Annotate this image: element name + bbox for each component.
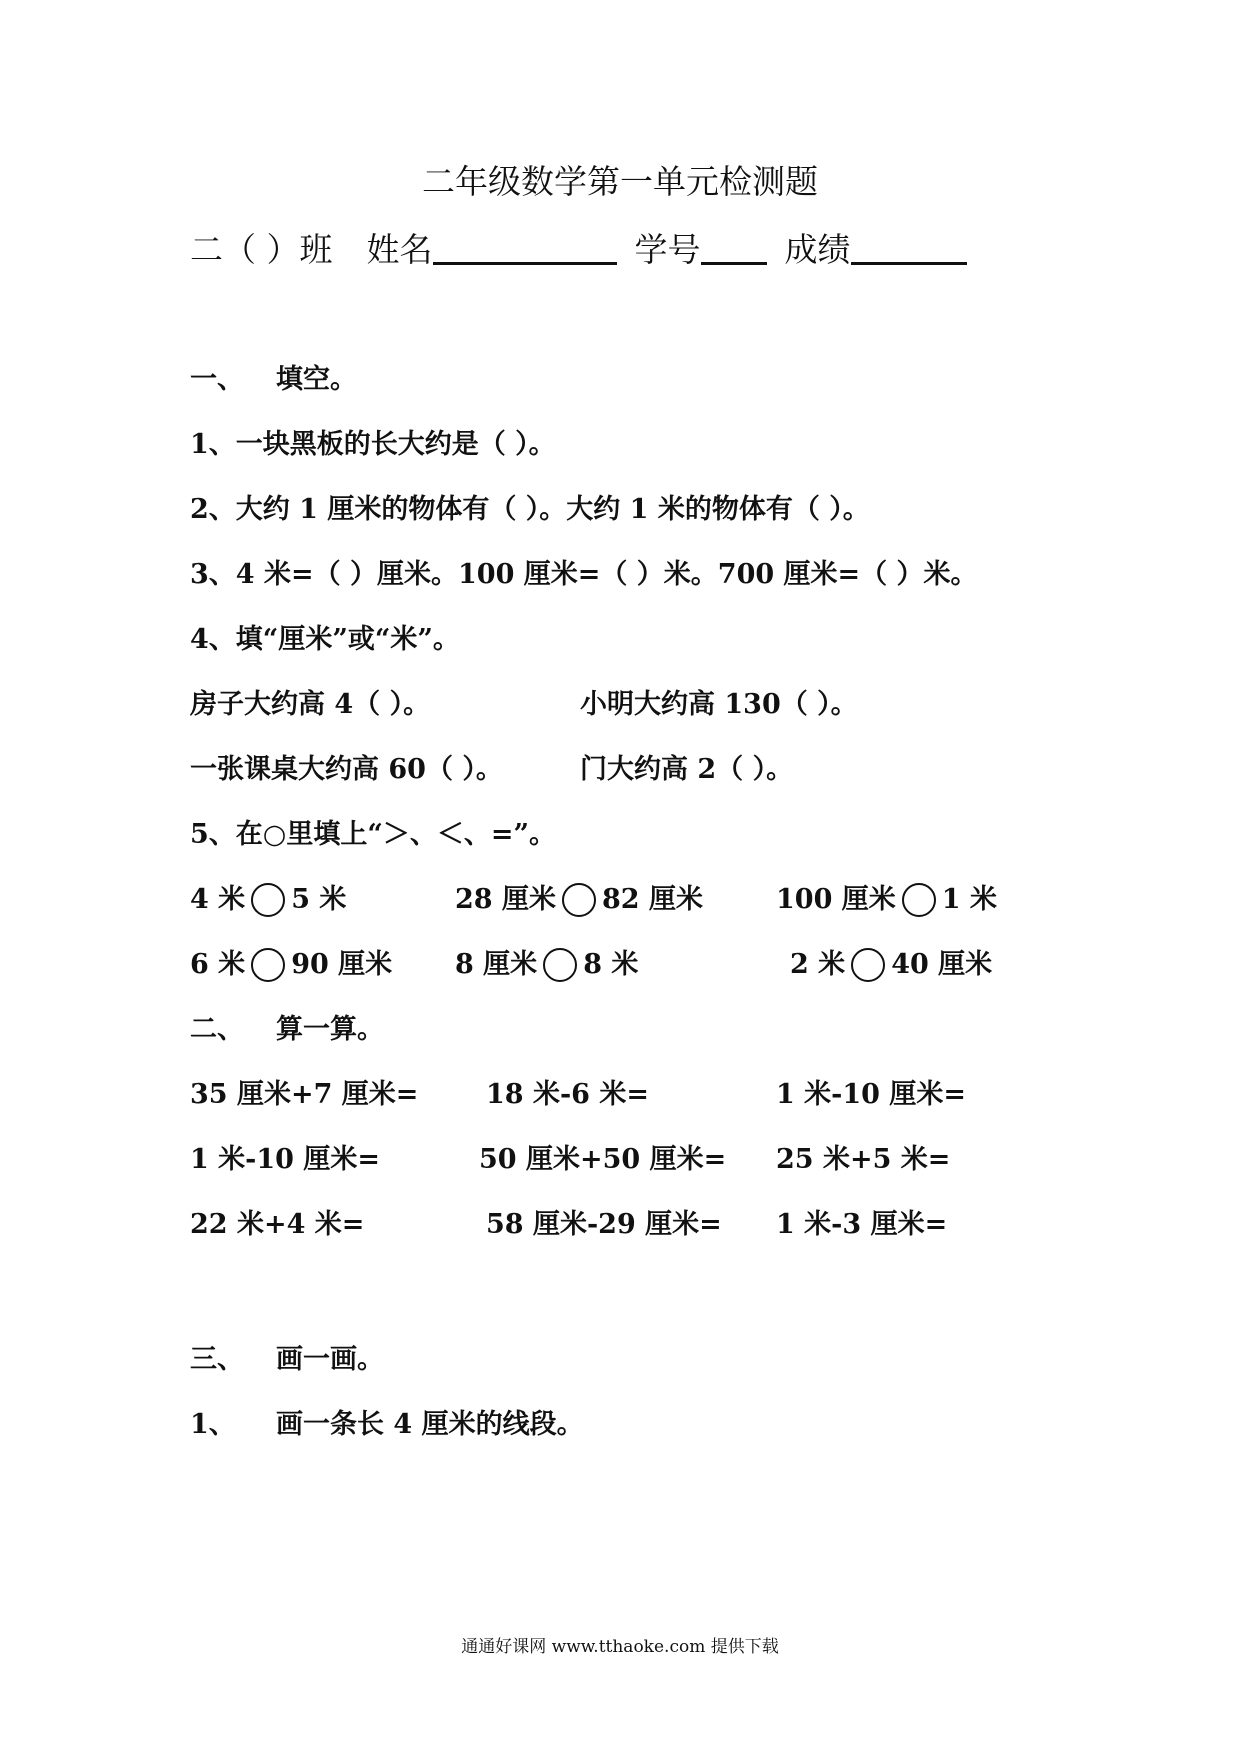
section-2-heading-num: 二、 [190, 1014, 244, 1045]
number-label: 学号 [634, 230, 701, 269]
class-label: 二（ ）班 [190, 230, 333, 269]
compare-left: 2 米 [790, 949, 846, 980]
compare-left: 28 厘米 [455, 884, 556, 915]
question-1-1: 1、一块黑板的长大约是（ ）。 [190, 429, 556, 460]
compare-right: 90 厘米 [291, 949, 393, 980]
number-blank[interactable] [701, 232, 767, 265]
compare-circle[interactable] [251, 883, 285, 917]
page-title: 二年级数学第一单元检测题 [422, 162, 818, 201]
calc-item: 18 米-6 米= [486, 1079, 649, 1110]
section-3-heading: 画一画。 [276, 1344, 384, 1375]
question-1-5: 5、在○里填上“＞、＜、=”。 [190, 819, 557, 850]
calc-item: 50 厘米+50 厘米= [479, 1144, 727, 1175]
section-3-q1-num: 1、 [190, 1409, 236, 1440]
compare-left: 100 厘米 [776, 884, 896, 915]
question-1-2: 2、大约 1 厘米的物体有（ ）。大约 1 米的物体有（ ）。 [190, 494, 870, 525]
score-blank[interactable] [851, 232, 967, 265]
name-blank[interactable] [433, 232, 617, 265]
question-1-4c: 一张课桌大约高 60（ ）。 [190, 754, 503, 785]
section-2-heading: 算一算。 [276, 1014, 384, 1045]
calc-item: 1 米-10 厘米= [776, 1079, 966, 1110]
compare-right: 82 厘米 [601, 884, 703, 915]
compare-item [190, 947, 392, 983]
student-info-line [190, 228, 967, 272]
question-1-4a: 房子大约高 4（ ）。 [190, 689, 431, 720]
compare-circle[interactable] [562, 883, 596, 917]
calc-item: 58 厘米-29 厘米= [486, 1209, 722, 1240]
score-label: 成绩 [784, 230, 851, 269]
name-label: 姓名 [366, 230, 433, 269]
compare-right: 40 厘米 [891, 949, 993, 980]
compare-left: 6 米 [190, 949, 246, 980]
compare-item [455, 882, 703, 918]
calc-item: 1 米-10 厘米= [190, 1144, 380, 1175]
compare-circle[interactable] [251, 948, 285, 982]
compare-item [455, 947, 638, 983]
calc-item: 22 米+4 米= [190, 1209, 365, 1240]
compare-left: 4 米 [190, 884, 246, 915]
calc-item: 25 米+5 米= [776, 1144, 951, 1175]
compare-circle[interactable] [543, 948, 577, 982]
compare-right: 1 米 [941, 884, 997, 915]
compare-left: 8 厘米 [455, 949, 538, 980]
section-3-q1: 画一条长 4 厘米的线段。 [276, 1409, 584, 1440]
section-3-heading-num: 三、 [190, 1344, 244, 1375]
question-1-4d: 门大约高 2（ ）。 [580, 754, 794, 785]
calc-item: 1 米-3 厘米= [776, 1209, 948, 1240]
question-1-4b: 小明大约高 130（ ）。 [580, 689, 858, 720]
compare-item [776, 882, 997, 918]
footer-credit: 通通好课网 www.tthaoke.com 提供下载 [461, 1637, 779, 1657]
compare-item [790, 947, 992, 983]
compare-item [190, 882, 346, 918]
section-1-heading: 填空。 [276, 364, 357, 395]
calc-item: 35 厘米+7 厘米= [190, 1079, 419, 1110]
question-1-4: 4、填“厘米”或“米”。 [190, 624, 460, 655]
compare-circle[interactable] [902, 883, 936, 917]
compare-right: 5 米 [291, 884, 347, 915]
question-1-3: 3、4 米=（ ）厘米。100 厘米=（ ）米。700 厘米=（ ）米。 [190, 559, 978, 590]
compare-right: 8 米 [583, 949, 639, 980]
section-1-heading-num: 一、 [190, 364, 244, 395]
compare-circle[interactable] [851, 948, 885, 982]
